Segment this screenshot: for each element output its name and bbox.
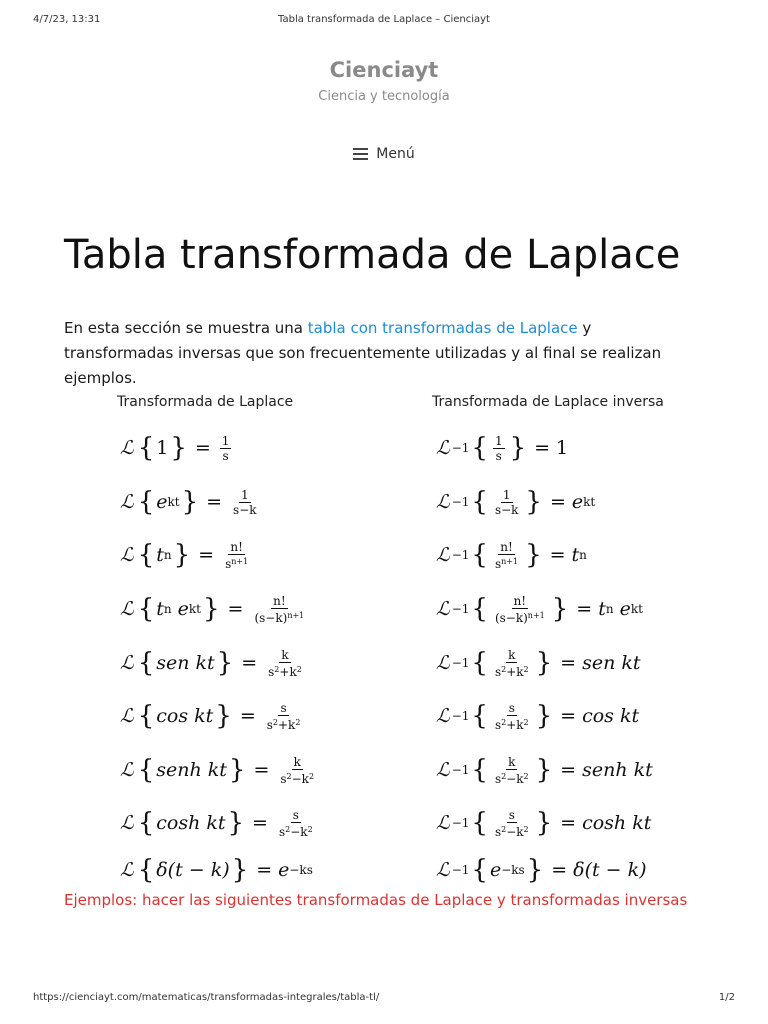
site-tagline: Ciencia y tecnología: [318, 89, 450, 104]
laplace-formula-hyperbolic-sine: ℒ { senh kt } = $\frac{k}{s^2-k^2}$: [120, 754, 315, 786]
menu-button[interactable]: [0, 146, 768, 162]
inverse-laplace-formula-1: ℒ −1 { $\frac{1}{s}$ } = 1: [436, 433, 569, 463]
laplace-formula-delta: ℒ { δ(t − k) } = e −ks: [120, 855, 313, 885]
site-title[interactable]: Cienciayt: [329, 58, 439, 82]
print-datetime: 4/7/23, 13:31: [33, 14, 101, 25]
intro-paragraph: [64, 316, 704, 391]
laplace-formula-sine: ℒ { sen kt } = $\frac{k}{s^2+k^2}$: [120, 647, 302, 679]
inverse-laplace-formula-power-exponential: ℒ −1 { $\frac{n!}{(s-k)^{n+1}}$ } = t n e kt: [436, 593, 643, 625]
laplace-formula-cosine: ℒ { cos kt } = $\frac{s}{s^2+k^2}$: [120, 700, 301, 732]
inverse-laplace-formula-hyperbolic-sine: ℒ −1 { $\frac{k}{s^2-k^2}$ } = senh kt: [436, 754, 653, 786]
inverse-laplace-formula-delta: ℒ −1 { e −ks } = δ(t − k): [436, 855, 647, 885]
laplace-column-header: Transformada de Laplace: [117, 394, 294, 410]
inverse-laplace-column-header: Transformada de Laplace inversa: [432, 394, 664, 410]
laplace-formula-power-exponential: ℒ { t n e kt } = $\frac{n!}{(s-k)^{n+1}}$: [120, 593, 305, 625]
print-footer: [0, 992, 768, 1006]
laplace-table-link[interactable]: tabla con transformadas de Laplace: [307, 319, 578, 337]
print-url: https://cienciayt.com/matematicas/transformadas-integrales/tabla-tl/: [33, 992, 380, 1003]
menu-label: Menú: [376, 146, 415, 162]
print-page-number: 1/2: [718, 992, 735, 1003]
inverse-laplace-formula-cosine: ℒ −1 { $\frac{s}{s^2+k^2}$ } = cos kt: [436, 700, 640, 732]
print-page-title: Tabla transformada de Laplace – Cienciayt: [278, 14, 490, 25]
intro-text-start: En esta sección se muestra una: [64, 319, 308, 337]
laplace-formula-hyperbolic-cosine: ℒ { cosh kt } = $\frac{s}{s^2-k^2}$: [120, 807, 313, 839]
laplace-formula-power: ℒ { t n } = $\frac{n!}{s^{n+1}}$: [120, 539, 249, 571]
laplace-formula-exponential: ℒ { e kt } = $\frac{1}{s-k}$: [120, 487, 257, 517]
print-header: [0, 14, 768, 28]
examples-heading: Ejemplos: hacer las siguientes transformadas de Laplace y transformadas inversas: [64, 891, 688, 909]
page-title: Tabla transformada de Laplace: [64, 232, 681, 278]
inverse-laplace-formula-power: ℒ −1 { $\frac{n!}{s^{n+1}}$ } = t n: [436, 539, 587, 571]
intro-text-end: y transformadas inversas que son frecuentemente utilizadas y al final se realizan ejemplos.: [64, 319, 662, 387]
hamburger-icon: [353, 148, 368, 160]
inverse-laplace-formula-sine: ℒ −1 { $\frac{k}{s^2+k^2}$ } = sen kt: [436, 647, 641, 679]
inverse-laplace-formula-exponential: ℒ −1 { $\frac{1}{s-k}$ } = e kt: [436, 487, 596, 517]
inverse-laplace-formula-hyperbolic-cosine: ℒ −1 { $\frac{s}{s^2-k^2}$ } = cosh kt: [436, 807, 652, 839]
laplace-formula-1: ℒ { 1 } = $\frac{1}{s}$: [120, 433, 230, 463]
